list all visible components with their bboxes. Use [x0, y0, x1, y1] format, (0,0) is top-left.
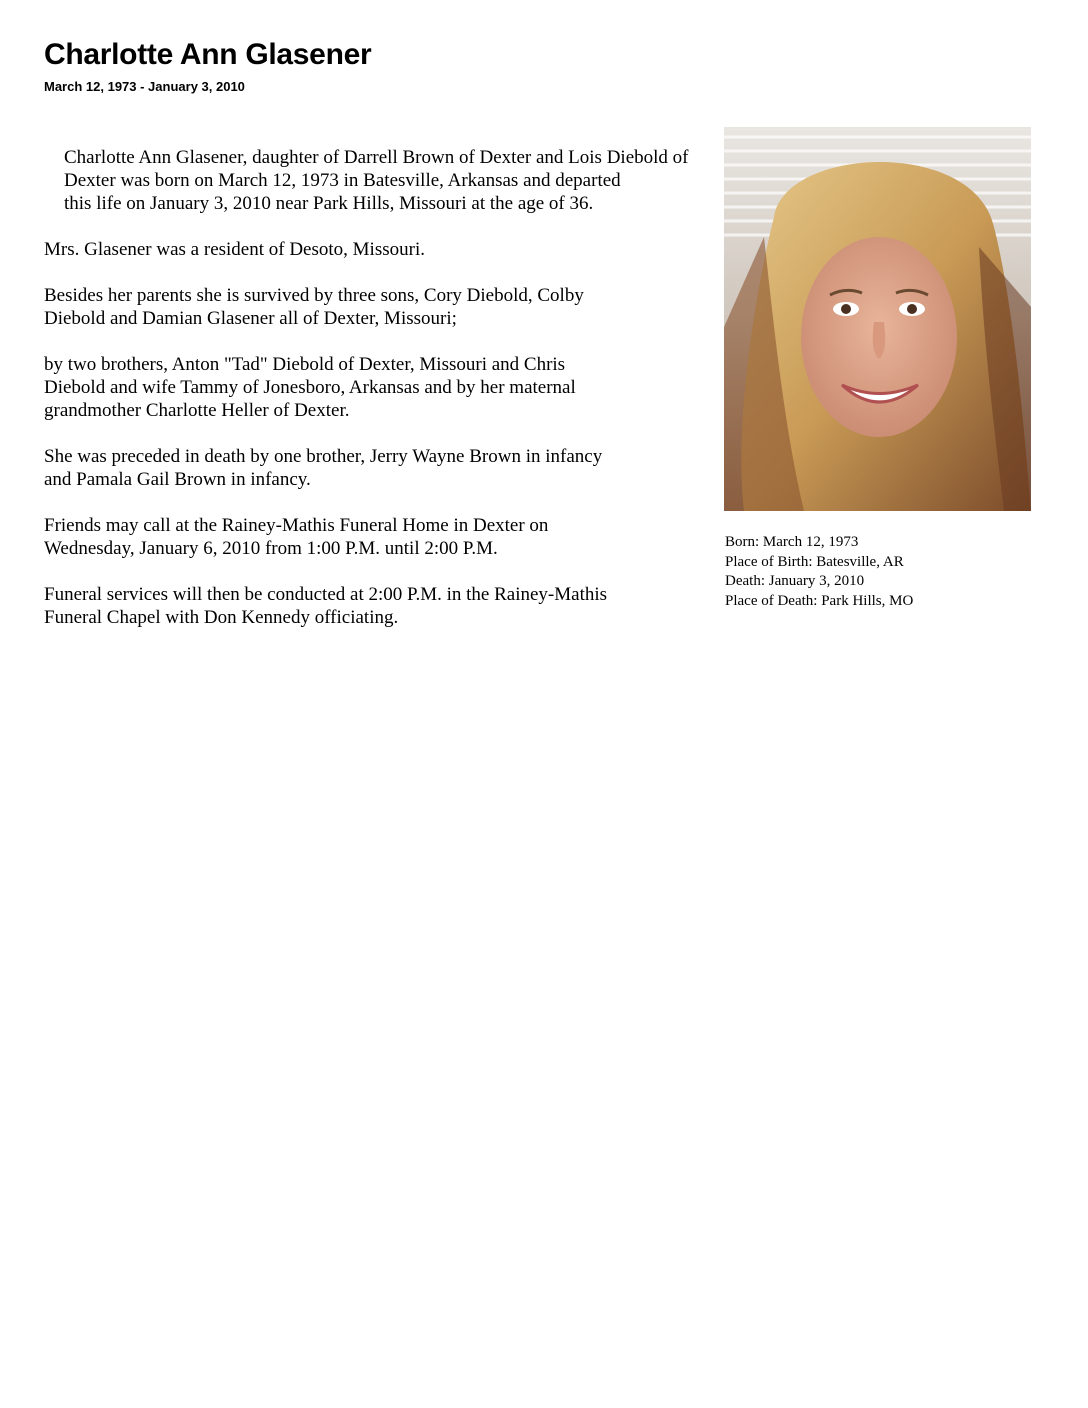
text-line: this life on January 3, 2010 near Park Hills, Missouri at the age of 36.	[64, 193, 594, 214]
text-line: Diebold and Damian Glasener all of Dexter, Missouri;	[44, 308, 457, 329]
obituary-paragraph-residence	[44, 238, 774, 261]
fact-birthplace: Place of Birth: Batesville, AR	[725, 553, 904, 570]
obituary-paragraph-birth	[44, 146, 774, 215]
fact-deathplace: Place of Death: Park Hills, MO	[725, 592, 914, 609]
text-line: Funeral services will then be conducted at 2:00 P.M. in the Rainey-Mathis	[44, 584, 608, 605]
obituary-paragraph-visitation	[44, 514, 774, 560]
life-dates: March 12, 1973 - January 3, 2010	[44, 79, 245, 94]
text-line: Besides her parents she is survived by three sons, Cory Diebold, Colby	[44, 285, 584, 306]
portrait-photo	[724, 127, 1031, 511]
obituary-paragraph-brothers	[44, 353, 774, 422]
fact-born: Born: March 12, 1973	[725, 534, 859, 550]
text-line: grandmother Charlotte Heller of Dexter.	[44, 400, 350, 421]
text-line: Diebold and wife Tammy of Jonesboro, Arkansas and by her maternal	[44, 377, 576, 398]
text-line: Wednesday, January 6, 2010 from 1:00 P.M. until 2:00 P.M.	[44, 538, 498, 559]
text-line: Mrs. Glasener was a resident of Desoto, Missouri.	[44, 239, 425, 260]
text-line: by two brothers, Anton "Tad" Diebold of Dexter, Missouri and Chris	[44, 354, 566, 375]
text-line: Charlotte Ann Glasener, daughter of Darrell Brown of Dexter and Lois Diebold of	[64, 147, 689, 168]
obituary-paragraph-survivors	[44, 284, 774, 330]
obituary-paragraph-preceded	[44, 445, 774, 491]
page-title: Charlotte Ann Glasener	[44, 38, 372, 71]
text-line: and Pamala Gail Brown in infancy.	[44, 469, 311, 490]
vital-facts	[725, 533, 913, 611]
obituary-paragraph-services	[44, 583, 774, 629]
obituary-body	[44, 146, 774, 652]
text-line: Dexter was born on March 12, 1973 in Batesville, Arkansas and departed	[64, 170, 621, 191]
text-line: Friends may call at the Rainey-Mathis Funeral Home in Dexter on	[44, 515, 549, 536]
fact-death: Death: January 3, 2010	[725, 573, 865, 589]
text-line: Funeral Chapel with Don Kennedy officiating.	[44, 607, 399, 628]
text-line: She was preceded in death by one brother, Jerry Wayne Brown in infancy	[44, 446, 603, 467]
